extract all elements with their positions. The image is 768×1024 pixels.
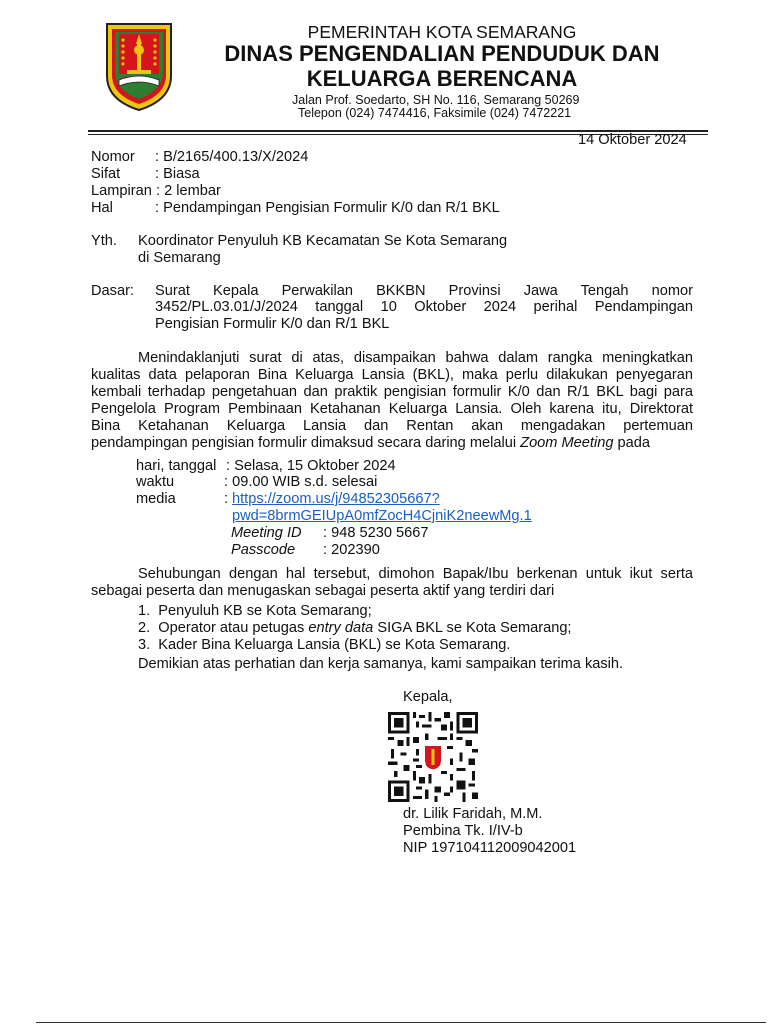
recipient-name: Koordinator Penyuluh KB Kecamatan Se Kota Semarang [138, 233, 508, 249]
list-number: 2. [138, 620, 151, 636]
passcode-label: Passcode [231, 542, 296, 558]
list-text-italic: entry data [308, 620, 374, 636]
meta-value-sifat: : Biasa [155, 166, 200, 182]
signer-nip: NIP 197104112009042001 [403, 840, 577, 856]
passcode-value: : 202390 [323, 542, 380, 558]
schedule-media-colon: : [224, 491, 229, 507]
dasar-line: 3452/PL.03.01/J/2024 tanggal 10 Oktober 2024 perihal Pendampingan [155, 299, 693, 315]
body2-line: Sehubungan dengan hal tersebut, dimohon Bapak/Ibu berkenan untuk ikut serta [138, 566, 693, 582]
schedule-day-value: : Selasa, 15 Oktober 2024 [226, 458, 396, 474]
page-bottom-rule [36, 1022, 766, 1023]
dasar-label: Dasar: [91, 283, 134, 299]
body-text: pendampingan pengisian formulir dimaksud secara daring melalui [91, 435, 517, 451]
government-name: PEMERINTAH KOTA SEMARANG [307, 22, 577, 42]
schedule-time-value: : 09.00 WIB s.d. selesai [224, 474, 378, 490]
list-number: 3. [138, 637, 151, 653]
yth-label: Yth. [91, 233, 117, 249]
body2-line: sebagai peserta dan menugaskan sebagai peserta aktif yang terdiri dari [91, 583, 555, 599]
agency-phone: Telepon (024) 7474416, Faksimile (024) 7472221 [298, 106, 572, 120]
city-emblem-logo [103, 20, 175, 112]
dasar-line: Pengisian Formulir K/0 dan R/1 BKL [155, 316, 390, 332]
meta-label-lampiran: Lampiran [91, 183, 152, 199]
body-line: kembali terhadap pengetahuan dan praktik pengisian formulir K/0 dan R/1 BKL bagi para [91, 384, 693, 400]
list-text: Operator atau petugas [158, 620, 309, 636]
meta-value-nomor: : B/2165/400.13/X/2024 [155, 149, 309, 165]
body-line: kualitas data pelaporan Bina Keluarga Lansia (BKL), maka perlu dilakukan penyegaran [91, 367, 693, 383]
body-text: pada [617, 435, 650, 451]
meeting-id-label: Meeting ID [231, 525, 302, 541]
body-line: Bina Ketahanan Keluarga Lansia dan Rentan akan mengadakan pertemuan [91, 418, 693, 434]
meeting-id-value: : 948 5230 5667 [323, 525, 429, 541]
signer-name: dr. Lilik Faridah, M.M. [403, 806, 543, 822]
list-item [138, 637, 510, 654]
meta-label-hal: Hal [91, 200, 113, 216]
dasar-line: Surat Kepala Perwakilan BKKBN Provinsi Jawa Tengah nomor [155, 283, 693, 299]
body-line: Menindaklanjuti surat di atas, disampaikan bahwa dalam rangka meningkatkan [138, 350, 693, 366]
meta-label-nomor: Nomor [91, 149, 135, 165]
recipient-place: di Semarang [138, 250, 221, 266]
qr-code-icon [388, 712, 478, 802]
list-item [138, 603, 372, 620]
closing-text: Demikian atas perhatian dan kerja samanya, kami sampaikan terima kasih. [138, 656, 624, 672]
body-line: Pengelola Program Pembinaan Ketahanan Keluarga Lansia. Oleh karena itu, Direktorat [91, 401, 693, 417]
agency-address: Jalan Prof. Soedarto, SH No. 116, Semarang 50269 [292, 93, 580, 107]
meta-value-hal: : Pendampingan Pengisian Formulir K/0 dan R/1 BKL [155, 200, 500, 216]
signer-rank: Pembina Tk. I/IV-b [403, 823, 523, 839]
zoom-link[interactable]: https://zoom.us/j/94852305667? [232, 491, 440, 507]
list-text: SIGA BKL se Kota Semarang; [373, 620, 572, 636]
body-line-last [91, 435, 650, 452]
signature-title: Kepala, [403, 689, 453, 705]
agency-name-line1: DINAS PENGENDALIAN PENDUDUK DAN [224, 41, 660, 66]
meta-value-lampiran: : 2 lembar [156, 183, 221, 199]
schedule-day-label: hari, tanggal [136, 458, 217, 474]
list-item [138, 620, 572, 637]
schedule-media-label: media [136, 491, 176, 507]
list-text: Penyuluh KB se Kota Semarang; [158, 603, 372, 619]
meta-label-sifat: Sifat [91, 166, 121, 182]
zoom-meeting-term: Zoom Meeting [520, 435, 614, 451]
zoom-link-continued[interactable]: pwd=8brmGEIUpA0mfZocH4CjniK2neewMg.1 [232, 508, 532, 524]
list-text: Kader Bina Keluarga Lansia (BKL) se Kota Semarang. [158, 637, 511, 653]
letter-date: 14 Oktober 2024 [578, 132, 687, 148]
schedule-time-label: waktu [136, 474, 175, 490]
list-number: 1. [138, 603, 151, 619]
agency-name-line2: KELUARGA BERENCANA [306, 66, 578, 91]
